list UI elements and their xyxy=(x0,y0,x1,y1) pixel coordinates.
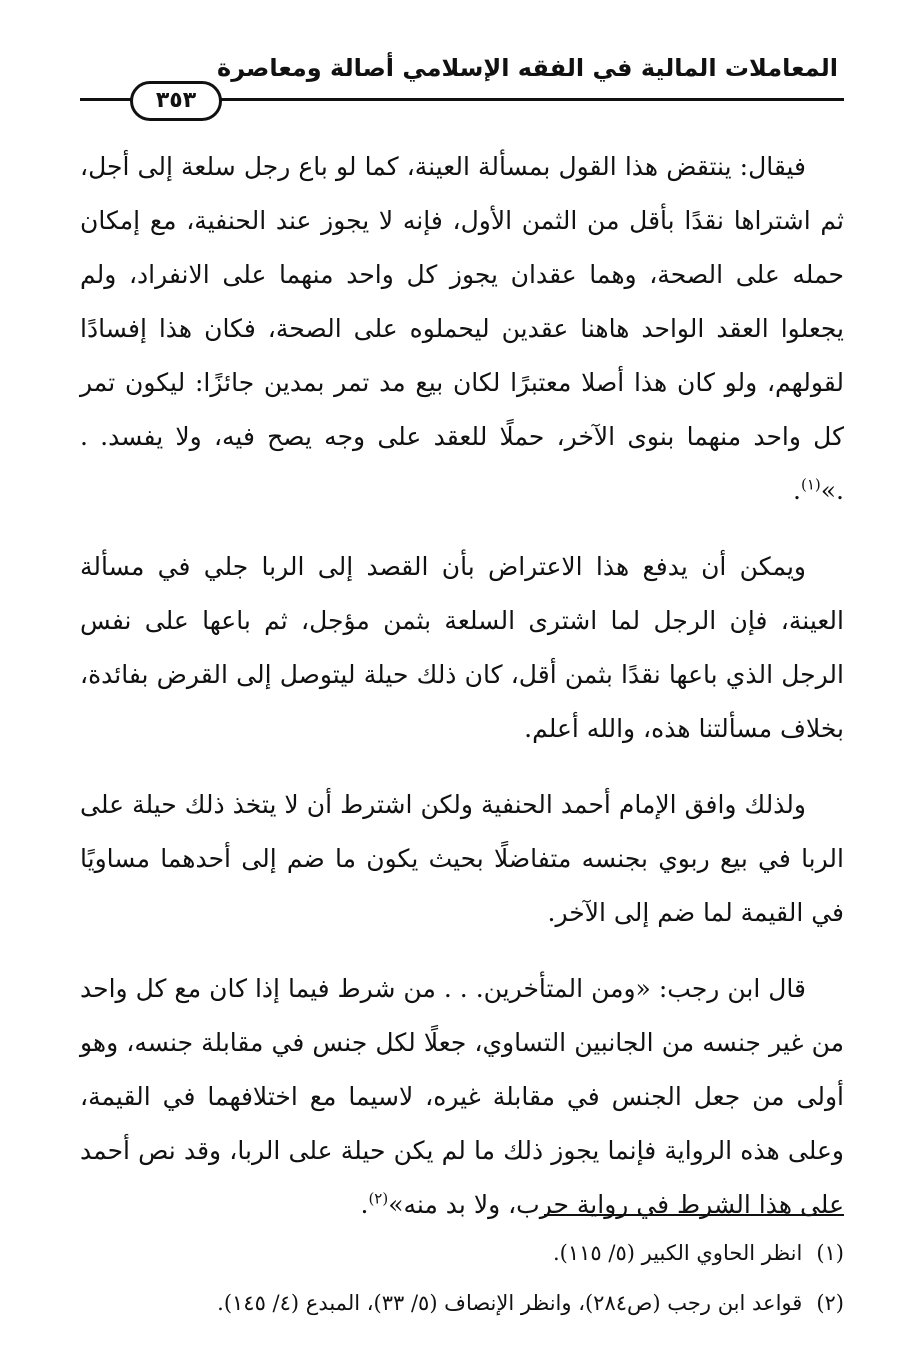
footnotes xyxy=(80,1228,844,1328)
paragraph-3 xyxy=(80,778,844,940)
body-text xyxy=(80,140,844,1254)
paragraph-2-text: ويمكن أن يدفع هذا الاعتراض بأن القصد إلى الربا جلي في مسألة العينة، فإن الرجل لما اشترى السلعة بثمن مؤجل، ثم باعها على نفس الرجل الذي باعها نقدًا بثمن أقل، كان ذلك حيلة ليتوصل إلى القرض بفائدة، بخلاف مسألتنا هذه، والله أعلم. xyxy=(80,552,844,743)
paragraph-1-text: فيقال: ينتقض هذا القول بمسألة العينة، كما لو باع رجل سلعة إلى أجل، ثم اشتراها نقدًا بأقل من الثمن الأول، فإنه لا يجوز عند الحنفية، مع إمكان حمله على الصحة، وهما عقدان يجوز كل واحد منهما على الانفراد، ولم يجعلوا العقد الواحد هاهنا عقدين ليحملوه على الصحة، فكان هذا إفسادًا لقولهم، ولو كان هذا أصلا معتبرًا لكان بيع مد تمر بمدين جائزًا: ليكون تمر كل واحد منهما بنوى الآخر، حملًا للعقد على وجه يصح فيه، ولا يفسد. . .» xyxy=(80,152,844,505)
footnote-2-mark: (٢) xyxy=(816,1291,844,1315)
footnote-2 xyxy=(80,1278,844,1328)
paragraph-1-end: . xyxy=(793,476,801,505)
footnote-reference-2: (٢) xyxy=(368,1189,389,1208)
running-header-title: المعاملات المالية في الفقه الإسلامي أصالة ومعاصرة xyxy=(217,54,838,82)
footnote-reference-1: (١) xyxy=(800,475,821,494)
paragraph-4-text: قال ابن رجب: «ومن المتأخرين. . . من شرط فيما إذا كان مع كل واحد من غير جنسه من الجانبين التساوي، جعلًا لكل جنس في مقابلة جنسه، وهو أولى من جعل الجنس في مقابلة غيره، لاسيما مع اختلافهما في القيمة، وعلى هذه الرواية فإنما يجوز ذلك ما لم يكن حيلة على الربا، وقد نص أحمد على هذا الشرط في رواية حرب، ولا بد منه» xyxy=(80,974,844,1219)
footnote-1-mark: (١) xyxy=(816,1241,844,1265)
page-number: ٣٥٣ xyxy=(130,81,222,121)
paragraph-3-text: ولذلك وافق الإمام أحمد الحنفية ولكن اشترط أن لا يتخذ ذلك حيلة على الربا في بيع ربوي بجنسه متفاضلًا بحيث يكون ما ضم إلى أحدهما مساويًا في القيمة لما ضم إلى الآخر. xyxy=(80,790,844,927)
paragraph-1 xyxy=(80,140,844,518)
footnote-1-text: انظر الحاوي الكبير (٥/ ١١٥). xyxy=(552,1241,803,1265)
footnote-2-text: قواعد ابن رجب (ص٢٨٤)، وانظر الإنصاف (٥/ ٣٣)، المبدع (٤/ ١٤٥). xyxy=(217,1291,803,1315)
paragraph-4-end: . xyxy=(360,1190,369,1219)
paragraph-4 xyxy=(80,962,844,1232)
paragraph-2 xyxy=(80,540,844,756)
footnote-1 xyxy=(80,1228,844,1278)
footnote-separator xyxy=(544,1214,844,1216)
